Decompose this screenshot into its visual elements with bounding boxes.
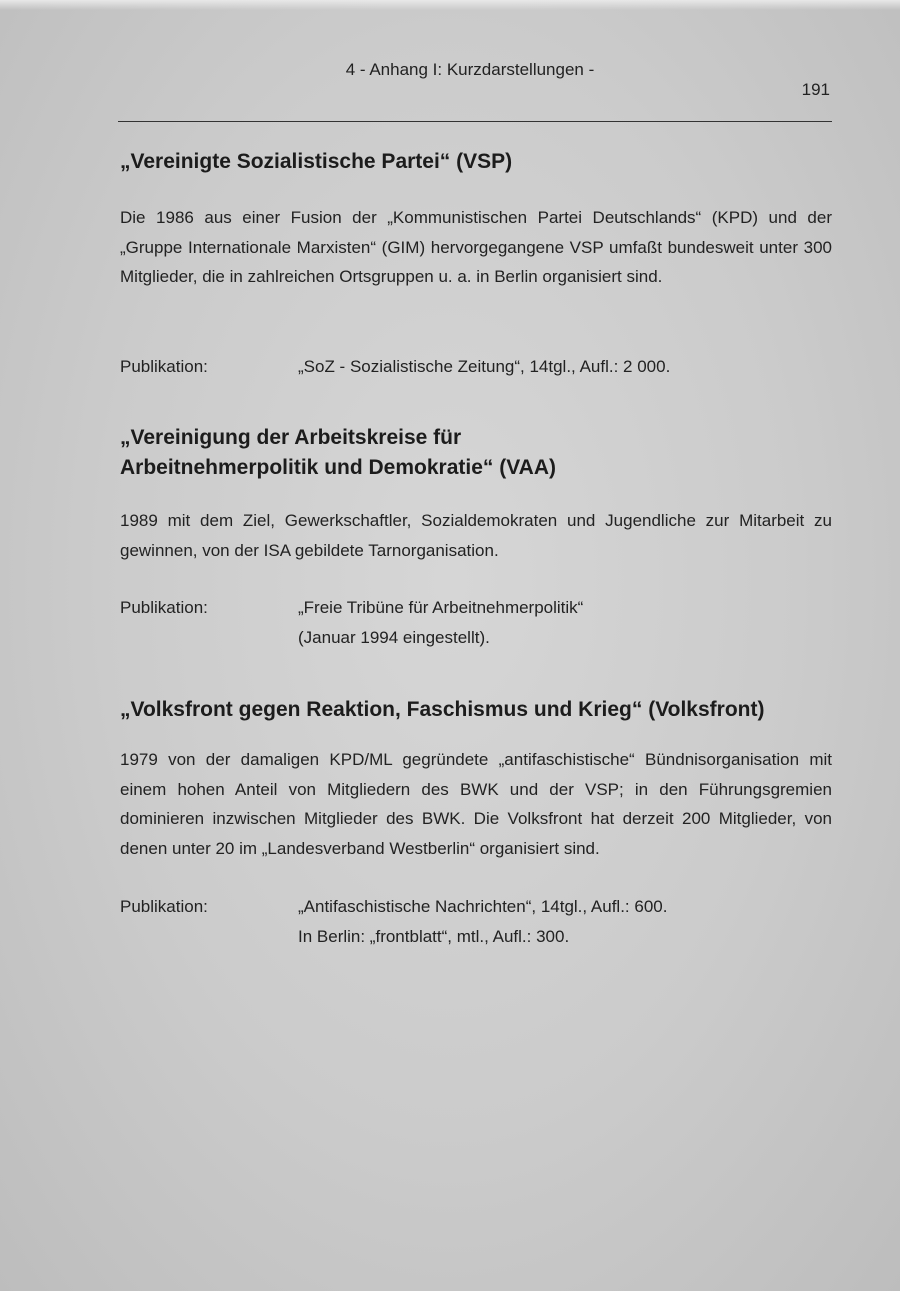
publication-line: (Januar 1994 eingestellt).	[298, 627, 490, 647]
publication-line: „Freie Tribüne für Arbeitnehmerpolitik“	[298, 598, 584, 617]
publication-line: In Berlin: „frontblatt“, mtl., Aufl.: 300.	[298, 926, 570, 946]
publication-value	[298, 593, 832, 652]
section-body-vsp: Die 1986 aus einer Fusion der „Kommunistischen Partei Deutschlands“ (KPD) und der „Gruppe Internationale Marxisten“ (GIM) hervorgegangene VSP umfaßt bundesweit unter 300 Mitglieder, die in zahlreichen Ortsgruppen u. a. in Berlin organisiert sind.	[120, 208, 832, 286]
publication-line: „Antifaschistische Nachrichten“, 14tgl., Aufl.: 600.	[298, 897, 668, 916]
scan-edge	[0, 0, 900, 10]
section-body-vaa: 1989 mit dem Ziel, Gewerkschaftler, Sozialdemokraten und Jugendliche zur Mitarbeit zu gewinnen, von der ISA gebildete Tarnorganisation.	[120, 511, 832, 560]
publication-value	[298, 892, 832, 951]
page-number: 191	[801, 80, 830, 99]
section-heading-vsp: „Vereinigte Sozialistische Partei“ (VSP)	[120, 150, 513, 173]
section-body-volksfront: 1979 von der damaligen KPD/ML gegründete „antifaschistische“ Bündnisorganisation mit einem hohen Anteil von Mitgliedern des BWK und der VSP; in den Führungsgremien dominieren inzwischen Mitglieder des BWK. Die Volksfront hat derzeit 200 Mitglieder, von denen unter 20 im „Landesverband Westberlin“ organisiert sind.	[120, 750, 832, 858]
section-heading-volksfront: „Volksfront gegen Reaktion, Faschismus und Krieg“ (Volksfront)	[120, 698, 765, 721]
section-heading-vaa-line1: „Vereinigung der Arbeitskreise für	[120, 426, 462, 449]
publication-label: Publikation:	[120, 357, 208, 376]
running-head: 4 - Anhang I: Kurzdarstellungen -	[345, 60, 595, 79]
publication-label: Publikation:	[120, 897, 208, 916]
header-rule	[118, 121, 832, 122]
publication-line: „SoZ - Sozialistische Zeitung“, 14tgl., Aufl.: 2 000.	[298, 357, 671, 376]
publication-value	[298, 352, 832, 382]
publication-label: Publikation:	[120, 598, 208, 617]
section-heading-vaa-line2: Arbeitnehmerpolitik und Demokratie“ (VAA)	[120, 456, 556, 479]
